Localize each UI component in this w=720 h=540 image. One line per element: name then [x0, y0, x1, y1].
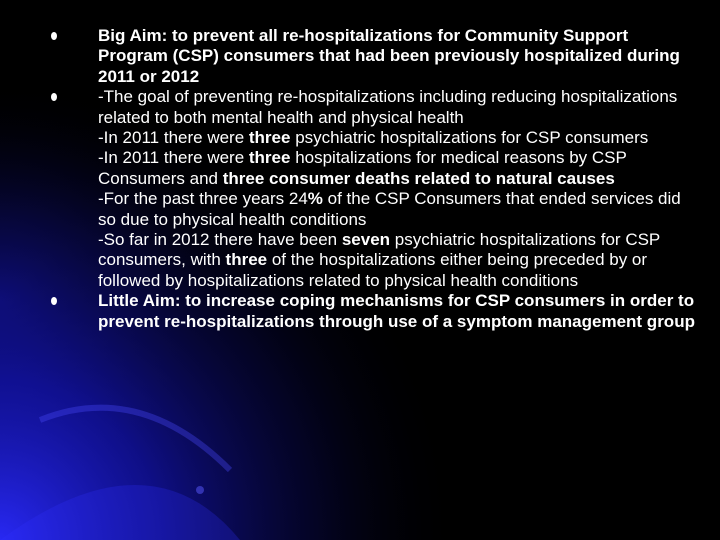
bullet-paragraph [98, 148, 700, 189]
text-run: of the hospitalizations either being preceded by or followed by hospitalizations related to physical health conditions [98, 250, 648, 290]
bullet-item [50, 87, 700, 291]
bullet-icon [51, 32, 57, 40]
text-run: three [248, 128, 291, 148]
bullet-paragraph [98, 87, 700, 128]
text-run: % [307, 189, 323, 209]
text-run: -In 2011 there were [98, 148, 249, 168]
text-run: -The goal of preventing re-hospitalizations including reducing hospitalizations related to both mental health and physical health [98, 87, 678, 127]
text-run: seven [341, 230, 391, 250]
text-run: psychiatric hospitalizations for CSP consumers [290, 128, 649, 148]
bullet-icon [51, 297, 57, 305]
text-run: hospitalizations for medical reasons by CSP Consumers and [98, 148, 627, 188]
text-run: psychiatric hospitalizations for CSP consumers, with [98, 230, 660, 270]
bullet-item [50, 26, 700, 87]
bullet-icon [51, 93, 57, 101]
text-run: Big Aim: to prevent all re-hospitalizations for Community Support Program (CSP) consumers that had been previously hospitalized during 2011 or 2012 [98, 26, 680, 86]
bullet-paragraph [98, 291, 700, 332]
bullet-paragraph [98, 189, 700, 230]
text-run: of the CSP Consumers that ended services did so due to physical health conditions [98, 189, 681, 229]
bullet-paragraph [98, 26, 700, 87]
text-run: three consumer deaths related to natural causes [222, 168, 615, 188]
text-run: -In 2011 there were [98, 128, 249, 148]
text-run: -So far in 2012 there have been [98, 230, 342, 250]
bullet-item [50, 291, 700, 332]
text-run: three [225, 250, 268, 270]
bullet-paragraph [98, 230, 700, 291]
bullet-paragraph [98, 128, 700, 148]
bullet-list [50, 26, 700, 332]
text-run: three [248, 148, 291, 168]
text-run: Little Aim: to increase coping mechanisms for CSP consumers in order to prevent re-hospitalizations through use of a symptom management group [98, 291, 695, 331]
text-run: -For the past three years 24 [98, 189, 308, 209]
